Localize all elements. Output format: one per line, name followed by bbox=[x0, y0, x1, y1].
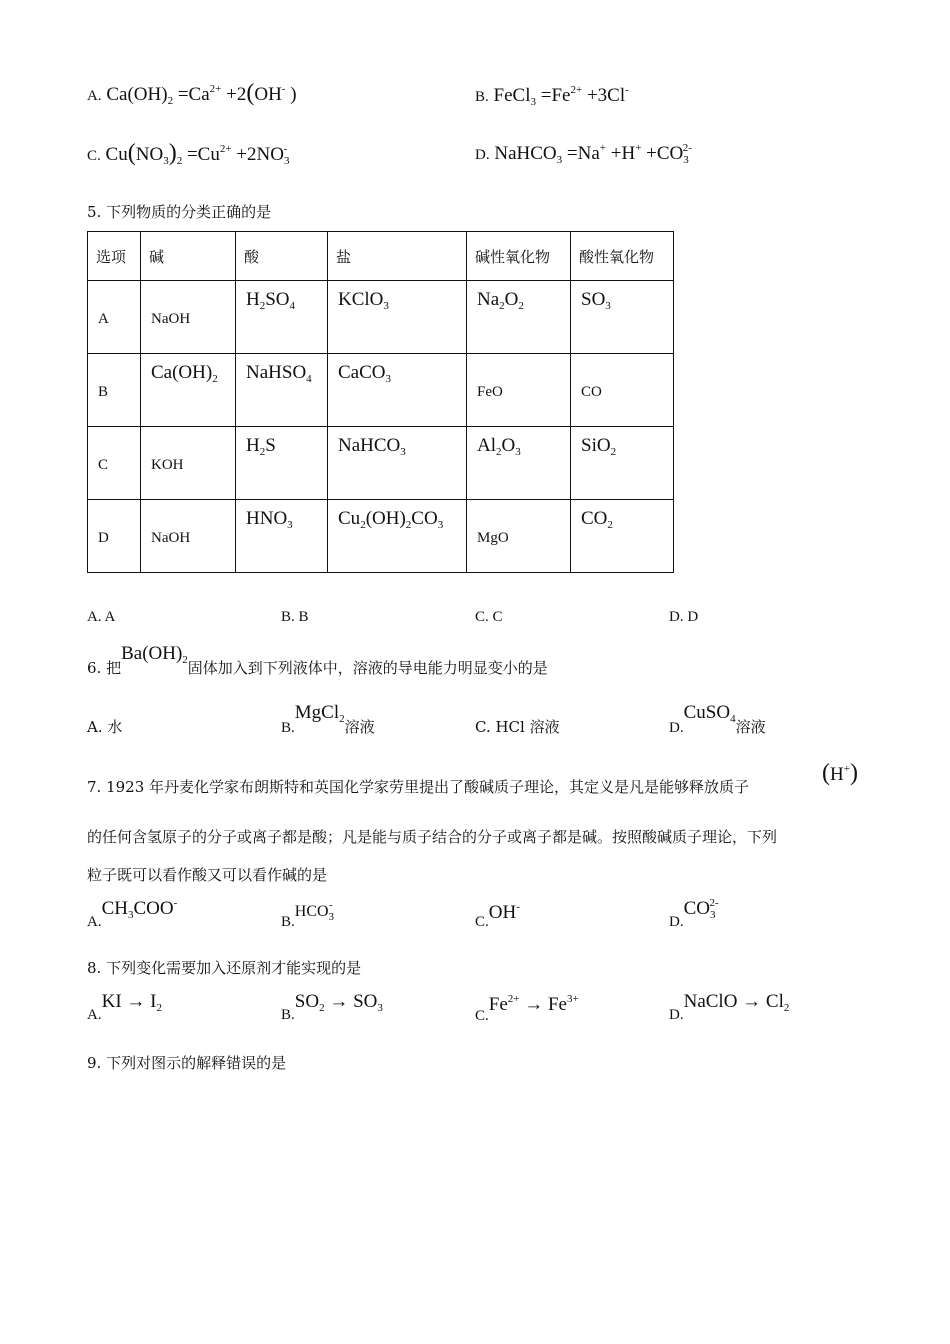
q6-option-c: C. HCl 溶液 bbox=[475, 718, 560, 736]
header-base: 碱 bbox=[141, 232, 236, 281]
q5-option-b: B. B bbox=[281, 609, 309, 625]
row-acidic-oxide: SiO$_2$ bbox=[581, 435, 617, 458]
table-row bbox=[88, 354, 674, 427]
header-acid: 酸 bbox=[236, 232, 328, 281]
row-acidic-oxide: $CO_2$ bbox=[581, 508, 613, 531]
q4-b-formula: FeCl$_3$ $=Fe^{2+} +3Cl^-$ bbox=[493, 84, 629, 108]
header-option: 选项 bbox=[88, 232, 141, 281]
q7-option-d: $D.CO_3^{2-}$ bbox=[669, 897, 719, 930]
row-base: NaOH bbox=[151, 311, 191, 327]
option-label: B. bbox=[475, 89, 489, 105]
row-base: NaOH bbox=[151, 530, 191, 546]
option-label: A. bbox=[87, 88, 102, 104]
row-acidic-oxide: CO bbox=[581, 384, 602, 400]
header-basic-oxide: 碱性氧化物 bbox=[467, 232, 571, 281]
q8-option-a: $A.KI \to I_2$ bbox=[87, 991, 162, 1023]
row-basic-oxide: MgO bbox=[477, 530, 509, 546]
row-salt: $Cu_2(OH)_2CO_3$ bbox=[338, 508, 444, 531]
row-acid: NaHSO$_4$ bbox=[246, 362, 312, 385]
q7-option-a: $A.CH_3COO^-$ bbox=[87, 897, 178, 930]
header-acidic-oxide: 酸性氧化物 bbox=[571, 232, 674, 281]
q6-option-b: B.MgCl$_2$溶液 bbox=[281, 702, 375, 736]
option-label: D. bbox=[475, 147, 490, 163]
classification-table bbox=[87, 231, 674, 573]
q7-option-c: C.OH- bbox=[475, 901, 520, 930]
row-acidic-oxide: $SO_3$ bbox=[581, 289, 611, 312]
row-base: $Ca(OH)_2$ bbox=[151, 362, 218, 385]
row-base: KOH bbox=[151, 457, 184, 473]
q7-proton-formula: (H+) bbox=[822, 760, 858, 786]
row-basic-oxide: FeO bbox=[477, 384, 503, 400]
row-basic-oxide: $Na_2O_2$ bbox=[477, 289, 524, 312]
q8-stem: 8. 下列变化需要加入还原剂才能实现的是 bbox=[87, 959, 362, 977]
header-salt: 盐 bbox=[328, 232, 467, 281]
q7-line-3: 粒子既可以看作酸又可以看作碱的是 bbox=[87, 866, 328, 884]
option-label: C. bbox=[87, 148, 101, 164]
row-salt: CaCO$_3$ bbox=[338, 362, 391, 385]
table-row bbox=[88, 427, 674, 500]
q4-d-formula: NaHCO$_3$ $=Na^+ +H^+ +CO_3^{2-}$ bbox=[494, 142, 692, 166]
q4-option-b bbox=[475, 84, 629, 108]
q8-option-b: $B.SO_2 \to SO_3$ bbox=[281, 991, 383, 1023]
q5-option-d: D. D bbox=[669, 609, 699, 625]
q4-a-formula: $Ca(OH)_2 =Ca^{2+} +2(OH^-$ ) bbox=[106, 80, 297, 107]
q5-option-c: C. C bbox=[475, 609, 503, 625]
q8-option-c: $C.Fe^{2+} \to Fe^{3+}$ bbox=[475, 993, 579, 1024]
table-header-row bbox=[88, 232, 674, 281]
row-acid: $H_2SO_4$ bbox=[246, 289, 296, 312]
row-basic-oxide: $Al_2O_3$ bbox=[477, 435, 521, 458]
q7-line-2: 的任何含氢原子的分子或离子都是酸；凡是能与质子结合的分子或离子都是碱。按照酸碱质子理论，下列 bbox=[87, 828, 778, 846]
q7-option-b: $B.HCO_3^-$ bbox=[281, 899, 335, 930]
q5-stem: 5. 下列物质的分类正确的是 bbox=[87, 203, 272, 221]
row-option: D bbox=[98, 530, 109, 546]
table-row bbox=[88, 500, 674, 573]
row-salt: NaHCO$_3$ bbox=[338, 435, 406, 458]
q9-stem: 9. 下列对图示的解释错误的是 bbox=[87, 1054, 287, 1072]
q5-option-a: A. A bbox=[87, 609, 116, 625]
q6-option-a: A. 水 bbox=[87, 718, 123, 736]
q4-c-formula: $Cu(NO_3)_2 =Cu^{2+} +2NO_3^-$ bbox=[105, 140, 290, 167]
row-salt: KClO$_3$ bbox=[338, 289, 389, 312]
q6-stem: 6. 把$Ba(OH)_2$固体加入到下列液体中，溶液的导电能力明显变小的是 bbox=[87, 643, 548, 677]
row-option: B bbox=[98, 384, 109, 400]
row-option: C bbox=[98, 457, 109, 473]
q8-option-d: D.NaClO → $Cl_2$ bbox=[669, 991, 790, 1023]
q4-option-a bbox=[87, 80, 297, 107]
table-row bbox=[88, 281, 674, 354]
q6-option-d: D.CuSO$_4$溶液 bbox=[669, 702, 766, 736]
q4-option-c bbox=[87, 140, 290, 167]
q4-option-d bbox=[475, 142, 692, 166]
q7-line-1: 7. 1923 年丹麦化学家布朗斯特和英国化学家劳里提出了酸碱质子理论，其定义是凡是能够释放质子 bbox=[87, 778, 750, 796]
row-acid: $H_2S$ bbox=[246, 435, 276, 458]
row-option: A bbox=[98, 311, 109, 327]
row-acid: $HNO_3$ bbox=[246, 508, 293, 531]
